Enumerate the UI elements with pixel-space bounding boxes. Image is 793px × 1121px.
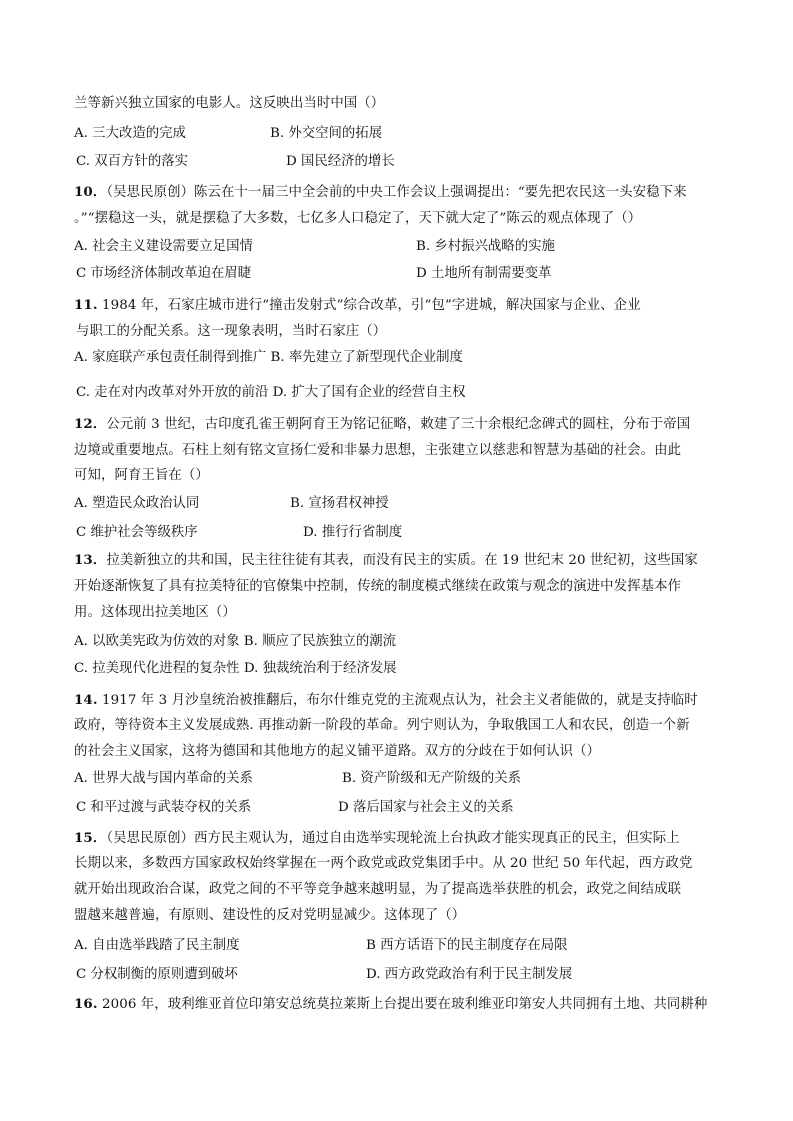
q12-stem-line3: 可知，阿育王旨在（）: [74, 468, 209, 483]
q13-stem-line2: 开始逐渐恢复了具有拉美特征的官僚集中控制，传统的制度模式继续在政策与观念的演进中发挥基本作: [74, 579, 682, 594]
q14-number: 14.: [74, 692, 98, 708]
q10-option-a: A. 社会主义建设需要立足国情: [74, 239, 253, 254]
q14-stem-line3: 的社会主义国家，这将为德国和其他地方的起义铺平道路。双方的分歧在于如何认识（）: [74, 744, 601, 759]
q15-stem-line1: [74, 828, 680, 849]
q12-stem-line2: 边境或重要地点。石柱上刻有铭文宣扬仁爱和非暴力思想，主张建立以慈悲和智慧为基础的社会。由此: [74, 443, 682, 458]
q12-text-line1: 公元前 3 世纪，古印度孔雀王朝阿育王为铭记征略，敕建了三十余根纪念碑式的圆柱，分布于帝国: [106, 417, 691, 432]
q16-number: 16.: [74, 996, 98, 1012]
q10-stem-line1: [74, 182, 687, 203]
q9-option-d: D 国民经济的增长: [286, 154, 395, 169]
q15-stem-line4: 盟越来越普遍，有原则、建设性的反对党明显减少。这体现了（）: [74, 908, 466, 923]
q15-text-line1: （吴思民原创）西方民主观认为，通过自由选举实现轮流上台执政才能实现真正的民主，但实际上: [106, 831, 680, 846]
q11-stem-line1: [74, 295, 641, 316]
q16-stem-line1: [74, 994, 707, 1015]
q14-stem-line1: [74, 690, 698, 711]
q15-option-c: C 分权制衡的原则遭到破坏: [76, 967, 238, 982]
q15-option-d: D. 西方政党政治有利于民主制发展: [366, 967, 573, 982]
q11-options-ab: A. 家庭联产承包责任制得到推广 B. 率先建立了新型现代企业制度: [74, 350, 463, 365]
q9-stem-continuation: 兰等新兴独立国家的电影人。这反映出当时中国（）: [74, 96, 385, 111]
q11-number: 11.: [74, 297, 98, 313]
q10-option-c: C 市场经济体制改革迫在眉睫: [76, 266, 252, 281]
q14-option-a: A. 世界大战与国内革命的关系: [74, 771, 253, 786]
q11-stem-line2: 与职工的分配关系。这一现象表明，当时石家庄（）: [76, 324, 387, 339]
q15-option-b: B 西方话语下的民主制度存在局限: [366, 938, 568, 953]
q12-stem-line1: [74, 414, 690, 435]
q13-stem-line1: [74, 550, 698, 571]
q10-stem-line2: 。”“摆稳这一头，就是摆稳了大多数，七亿多人口稳定了，天下就大定了”陈云的观点体现了（）: [74, 211, 642, 226]
q9-option-c: C. 双百方针的落实: [76, 154, 189, 169]
q10-number: 10．: [74, 184, 107, 200]
q10-option-b: B. 乡村振兴战略的实施: [416, 239, 555, 254]
q12-option-b: B. 宣扬君权神授: [290, 496, 389, 511]
q14-text-line1: 1917 年 3 月沙皇统治被推翻后，布尔什维克党的主流观点认为，社会主义者能做的，就是支持临时: [97, 693, 698, 708]
q14-option-d: D 落后国家与社会主义的关系: [338, 800, 514, 815]
q9-option-b: B. 外交空间的拓展: [270, 126, 383, 141]
q12-option-d: D. 推行行省制度: [303, 525, 403, 540]
q13-options-cd: C. 拉美现代化进程的复杂性 D. 独裁统治利于经济发展: [74, 661, 397, 676]
q10-option-d: D 土地所有制需要变革: [416, 266, 552, 281]
q14-stem-line2: 政府，等待资本主义发展成熟. 再推动新一阶段的革命。列宁则认为，争取俄国工人和农民，创造一个新: [74, 718, 690, 733]
q15-option-a: A. 自由选举践踏了民主制度: [74, 938, 240, 953]
q12-number: 12．: [74, 416, 107, 432]
q14-option-b: B. 资产阶级和无产阶级的关系: [342, 771, 522, 786]
q13-number: 13．: [74, 552, 107, 568]
q15-stem-line2: 长期以来，多数西方国家政权始终掌握在一两个政党或政党集团手中。从 20 世纪 50 年代起，西方政党: [74, 856, 693, 871]
q9-option-a: A. 三大改造的完成: [74, 126, 186, 141]
q10-text-line1: （吴思民原创）陈云在十一届三中全会前的中央工作会议上强调提出：“要先把农民这一头安稳下来: [106, 185, 687, 200]
q15-number: 15．: [74, 830, 107, 846]
q13-text-line1: 拉美新独立的共和国，民主往往徒有其表，而没有民主的实质。在 19 世纪末 20 世纪初，这些国家: [106, 553, 698, 568]
q12-option-c: C 维护社会等级秩序: [76, 525, 198, 540]
q16-text-line1: 2006 年，玻利维亚首位印第安总统莫拉莱斯上台提出要在玻利维亚印第安人共同拥有土地、共同耕种: [97, 997, 708, 1012]
q15-stem-line3: 就开始出现政治合谋，政党之间的不平等竞争越来越明显，为了提高选举获胜的机会，政党之间结成联: [74, 882, 682, 897]
q14-option-c: C 和平过渡与武装夺权的关系: [76, 800, 252, 815]
q12-option-a: A. 塑造民众政治认同: [74, 496, 200, 511]
q13-stem-line3: 用。这体现出拉美地区（）: [74, 605, 236, 620]
q13-options-ab: A. 以欧美宪政为仿效的对象 B. 顺应了民族独立的潮流: [74, 634, 396, 649]
q11-options-cd: C. 走在对内改革对外开放的前沿 D. 扩大了国有企业的经营自主权: [76, 385, 466, 400]
q11-text-line1: 1984 年，石家庄城市进行“撞击发射式”综合改革，引“包”字进城，解决国家与企业、企业: [97, 298, 641, 313]
